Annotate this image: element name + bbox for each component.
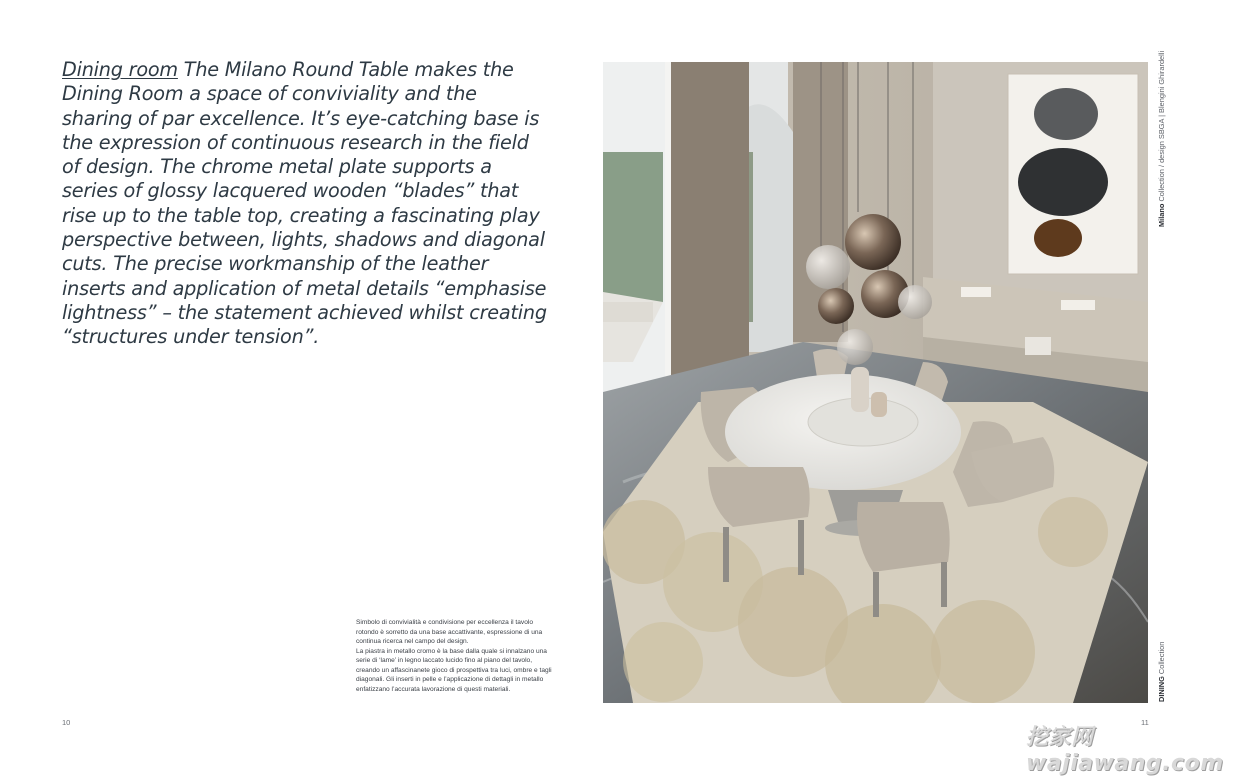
vertical-section-label [1156, 636, 1168, 704]
italian-caption [356, 618, 552, 694]
section-rest: Collection [1157, 641, 1166, 677]
intro-lead: Dining room [62, 58, 178, 81]
page-number-right: 11 [1141, 718, 1149, 727]
italian-paragraph-1: Simbolo di convivialità e condivisione per eccellenza il tavolo rotondo è sorretto da una base accattivante, espressione di una continua ricerca nel campo del design. [356, 619, 543, 645]
site-watermark: 挖家网 wajiawang.com [1026, 725, 1224, 776]
italian-paragraph-2: La piastra in metallo cromo è la base dalla quale si innalzano una serie di ‘lame’ in legno laccato lucido fino al piano del tavolo, creando un affascinanete gioco di prospettiva tra luci, ombre e tagli diagonali. Gli inserti in pelle e l’applicazione di dettagli in metallo enfatizzano l’accurata lavorazione di questi materiali. [356, 647, 552, 693]
intro-body: The Milano Round Table makes the Dining Room a space of conviviality and the sharing of par excellence. It’s eye-catching base is the expression of continuous research in the field of design. The chrome metal plate supports a series of glossy lacquered wooden “blades” that rise up to the table top, creating a fascinating play perspective between, lights, shadows and diagonal cuts. The precise workmanship of the leather inserts and application of metal details “emphasise lightness” – the statement achieved whilst creating “structures under tension”. [62, 58, 547, 349]
dining-room-photo [603, 62, 1148, 703]
page-number-left: 10 [62, 718, 71, 727]
credit-collection: Milano [1157, 203, 1166, 227]
vertical-credit [1156, 50, 1168, 232]
intro-paragraph [62, 58, 552, 350]
credit-rest: Collection / design SBGA | Blengini Ghirardelli [1157, 50, 1166, 204]
section-name: DINING [1157, 676, 1166, 702]
